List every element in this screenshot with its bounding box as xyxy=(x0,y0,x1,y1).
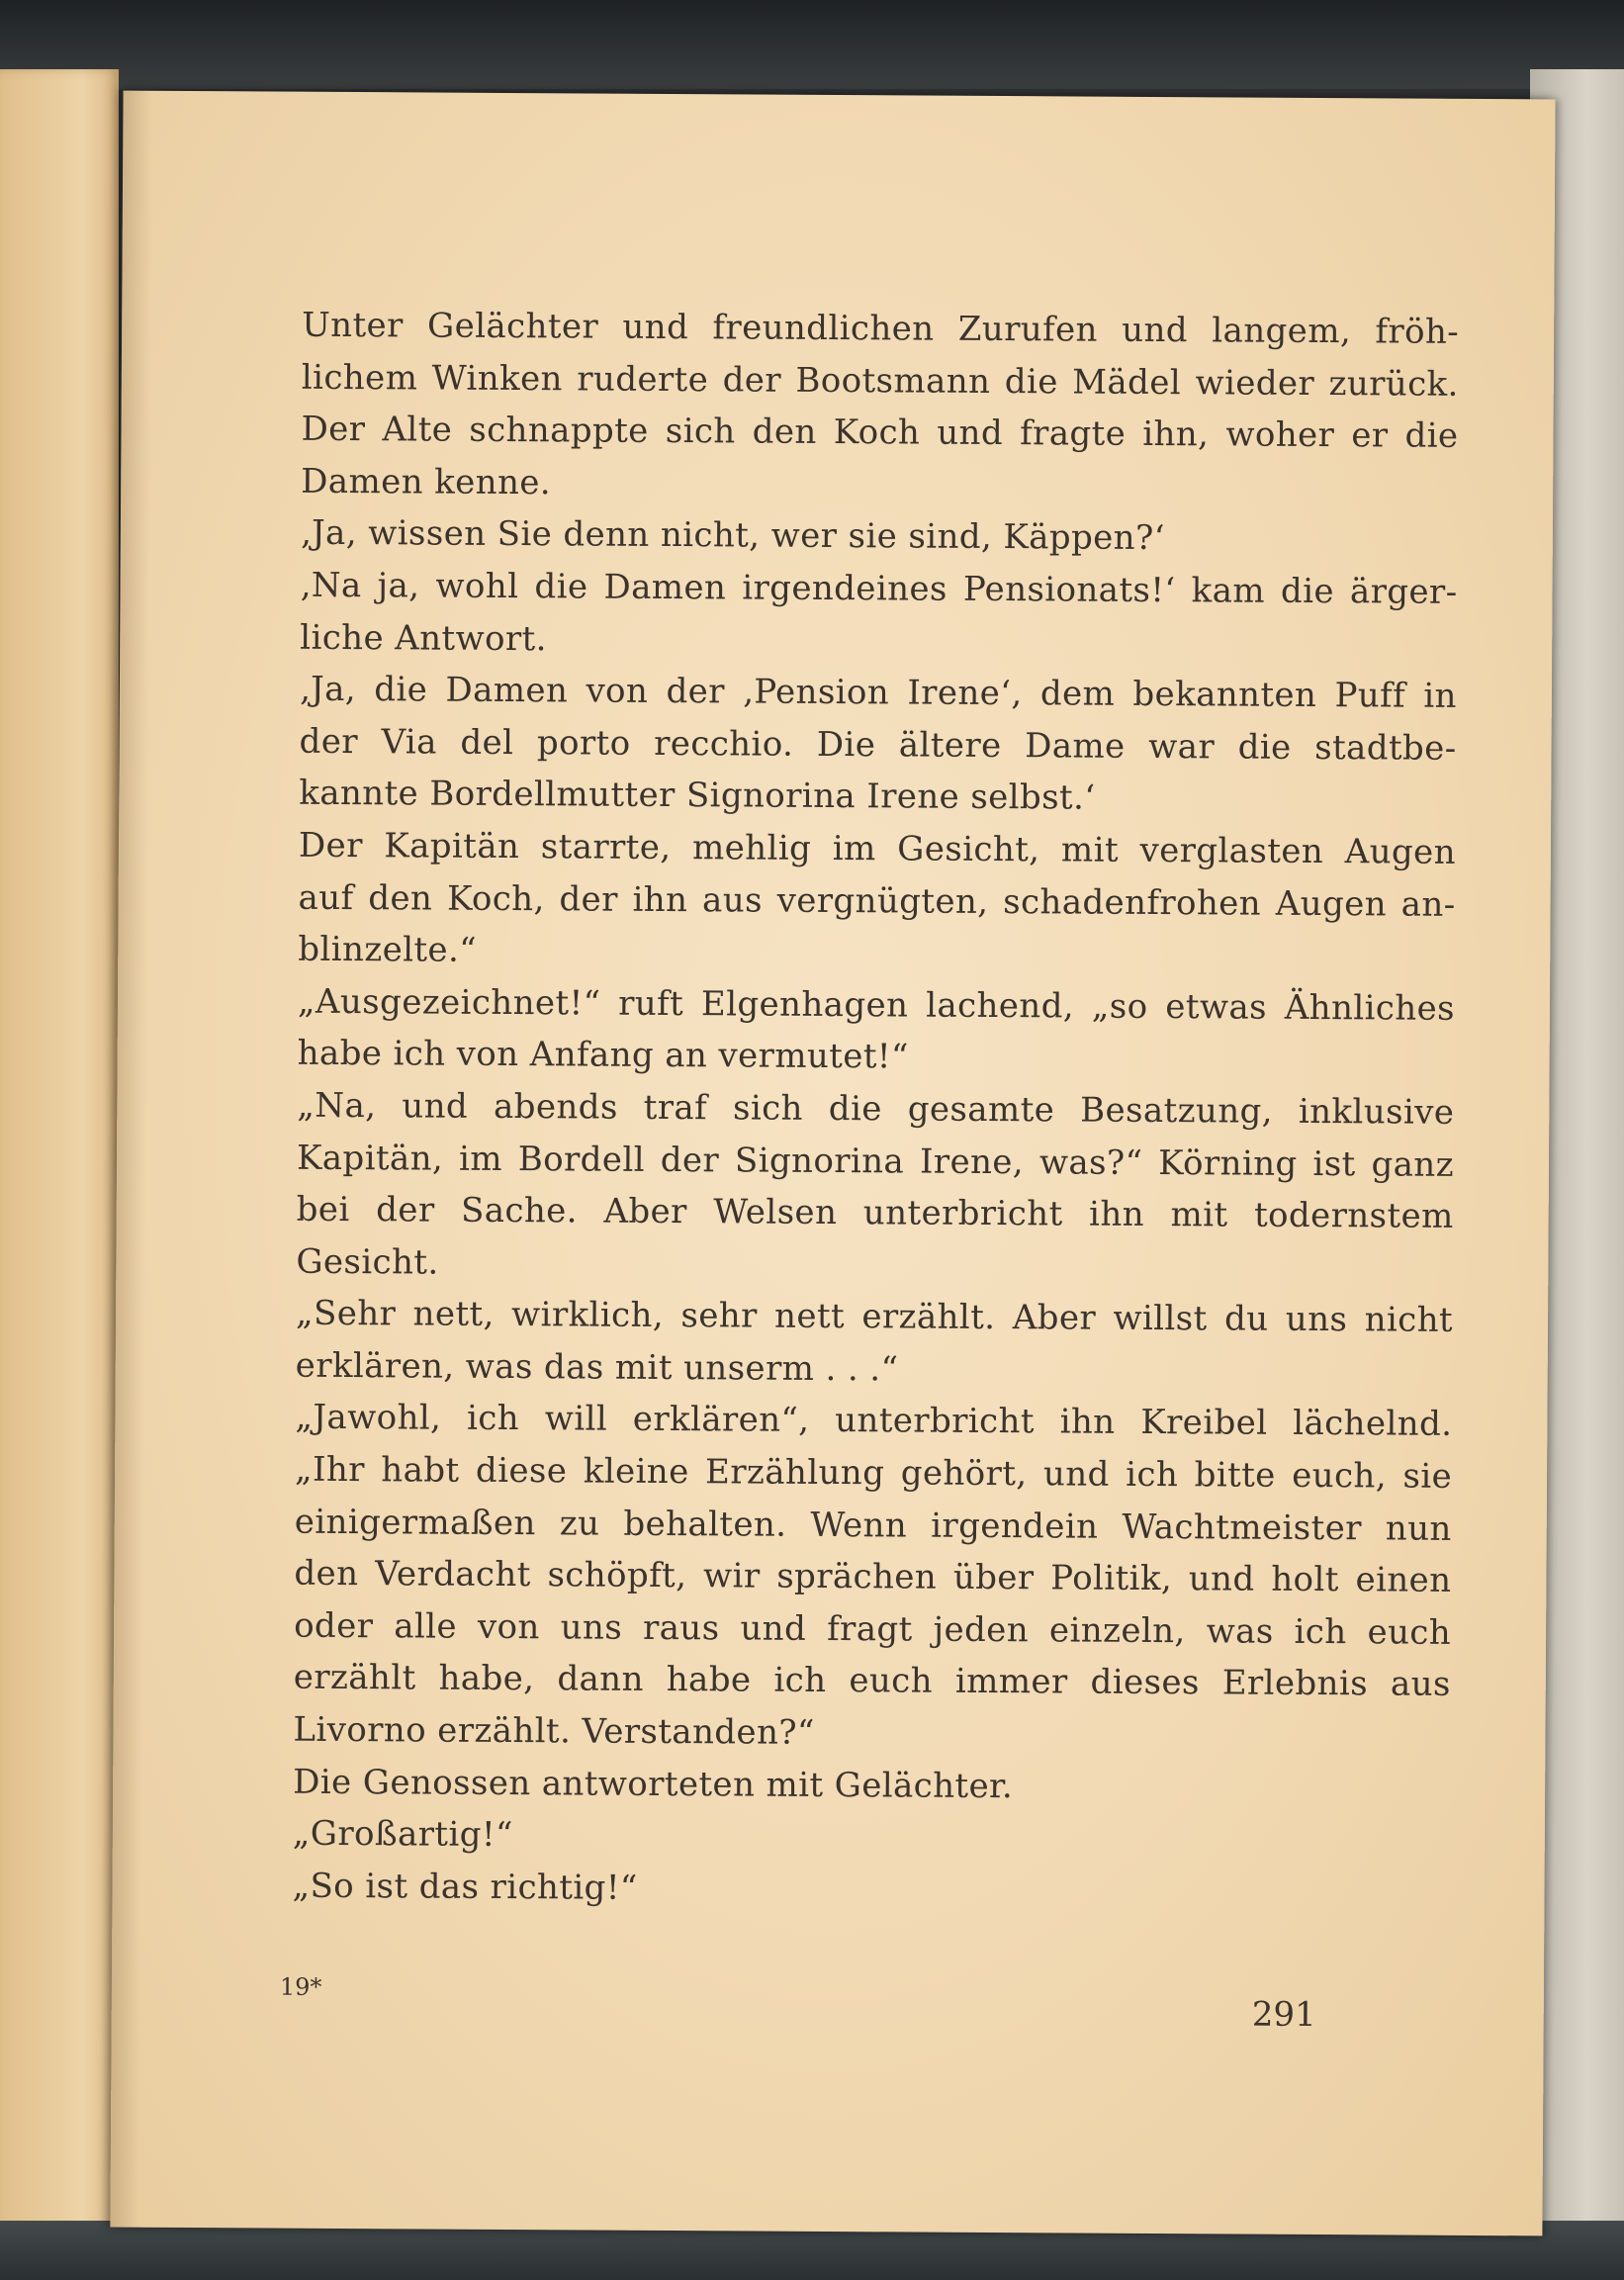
text-line: Kapitän, im Bordell der Signorina Irene, was?“ Körning ist ganz xyxy=(296,1138,1455,1185)
text-line: habe ich von Anfang an vermutet!“ xyxy=(297,1034,909,1077)
text-line: lichem Winken ruderte der Bootsmann die Mädel wieder zurück. xyxy=(301,357,1459,405)
text-line: einigermaßen zu behalten. Wenn irgendein Wachtmeister nun xyxy=(294,1502,1452,1549)
text-line: „So ist das richtig!“ xyxy=(292,1866,638,1908)
text-line: auf den Koch, der ihn aus vergnügten, schadenfrohen Augen an- xyxy=(298,877,1456,925)
text-line: oder alle von uns raus und fragt jeden einzeln, was ich euch xyxy=(294,1605,1452,1653)
text-line: „Ihr habt diese kleine Erzählung gehört, und ich bitte euch, sie xyxy=(294,1449,1453,1497)
page-number: 291 xyxy=(1251,1994,1316,2036)
signature-mark: 19* xyxy=(279,1972,322,2001)
text-line: der Via del porto recchio. Die ältere Dame war die stadtbe- xyxy=(299,721,1457,769)
text-line: bei der Sache. Aber Welsen unterbricht ihn mit todernstem xyxy=(296,1189,1454,1236)
text-line: Der Kapitän starrte, mehlig im Gesicht, mit verglasten Augen xyxy=(298,825,1457,872)
text-line: „Sehr nett, wirklich, sehr nett erzählt. Aber willst du uns nicht xyxy=(295,1293,1454,1341)
text-line: kannte Bordellmutter Signorina Irene selbst.‘ xyxy=(299,774,1096,818)
text-line: ‚Na ja, wohl die Damen irgendeines Pensionats!‘ kam die ärger- xyxy=(300,565,1458,612)
text-line: „Ausgezeichnet!“ ruft Elgenhagen lachend, „so etwas Ähnliches xyxy=(297,981,1456,1029)
text-line: Die Genossen antworteten mit Gelächter. xyxy=(293,1762,1014,1806)
text-line: ‚Ja, wissen Sie denn nicht, wer sie sind, Käppen?‘ xyxy=(300,513,1165,559)
previous-page-edge xyxy=(0,69,119,2231)
text-line: Damen kenne. xyxy=(301,461,552,503)
book-page xyxy=(110,91,1555,2236)
text-line: Unter Gelächter und freundlichen Zurufen und langem, fröh- xyxy=(302,305,1460,352)
text-line: erzählt habe, dann habe ich euch immer dieses Erlebnis aus xyxy=(293,1658,1451,1705)
text-line: „Großartig!“ xyxy=(292,1813,513,1856)
text-line: erklären, was das mit unserm . . .“ xyxy=(295,1345,899,1390)
text-line: blinzelte.“ xyxy=(298,929,478,970)
text-line: Gesicht. xyxy=(296,1241,439,1283)
text-line: „Na, und abends traf sich die gesamte Besatzung, inklusive xyxy=(297,1085,1455,1133)
text-line: Der Alte schnappte sich den Koch und fragte ihn, woher er die xyxy=(301,409,1459,457)
text-line: den Verdacht schöpft, wir sprächen über Politik, und holt einen xyxy=(294,1553,1452,1601)
text-line: liche Antwort. xyxy=(300,617,547,659)
text-line: „Jawohl, ich will erklären“, unterbricht ihn Kreibel lächelnd. xyxy=(295,1398,1453,1445)
backdrop-top xyxy=(0,0,1624,89)
text-line: Livorno erzählt. Verstanden?“ xyxy=(293,1709,815,1753)
text-line: ‚Ja, die Damen von der ‚Pension Irene‘, dem bekannten Puff in xyxy=(299,669,1458,717)
body-text xyxy=(292,300,1459,1920)
